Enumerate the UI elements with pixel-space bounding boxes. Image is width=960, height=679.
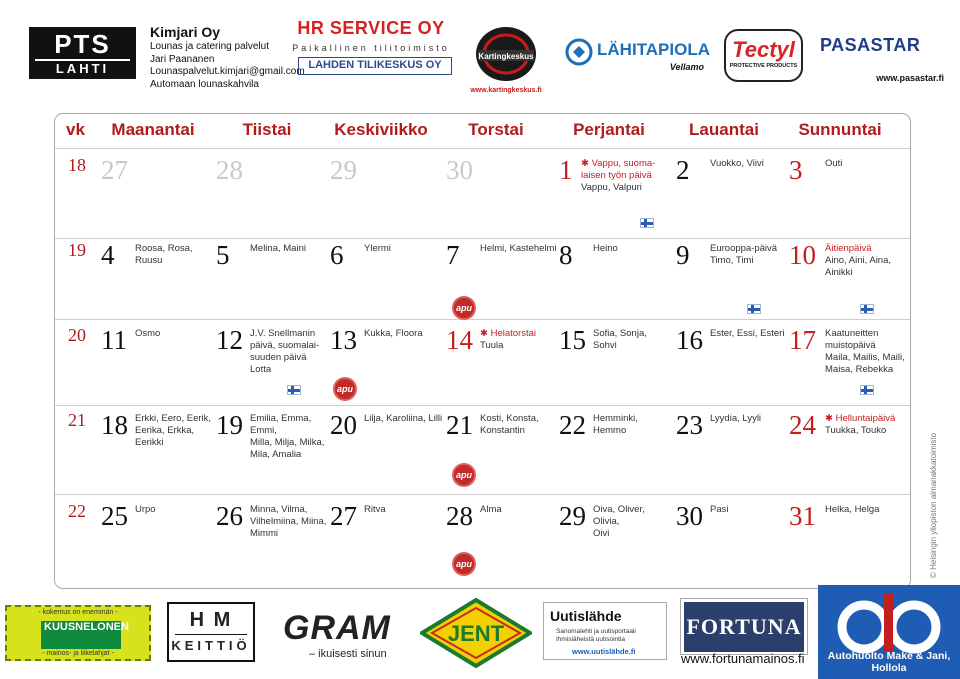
row-divider xyxy=(55,319,910,320)
hm-line1: H M xyxy=(189,609,233,631)
gram-name: GRAM xyxy=(283,609,391,647)
finnish-flag-icon xyxy=(860,385,874,395)
karting-url: www.kartingkeskus.fi xyxy=(470,87,542,94)
day-names: Roosa, Rosa, Ruusu xyxy=(135,243,193,266)
day-names: Helka, Helga xyxy=(825,504,880,515)
day-names: Eurooppa-päivä Timo, Timi xyxy=(710,243,778,266)
fortuna-logo xyxy=(680,598,808,655)
day-number: 22 xyxy=(559,410,586,440)
finnish-flag-icon xyxy=(640,218,654,228)
day-number: 13 xyxy=(330,325,357,355)
apu-lottery-icon: apu xyxy=(333,377,357,401)
hm-keittio-logo xyxy=(167,602,255,662)
pts-lahti-logo xyxy=(29,27,136,79)
day-names: Osmo xyxy=(135,328,161,339)
karting-name: Kartingkeskus xyxy=(478,52,534,61)
day-number: 14 xyxy=(446,325,473,355)
holiday-label: ✱ Helluntaipäivä xyxy=(825,413,896,424)
gram-logo xyxy=(283,611,408,661)
fortuna-url: www.fortunamainos.fi xyxy=(681,651,805,666)
day-names: Urpo xyxy=(135,504,156,515)
day-number: 25 xyxy=(101,501,128,531)
tectyl-sub: PROTECTIVE PRODUCTS xyxy=(729,63,798,69)
copyright-text: © Helsingin yliopiston almanakkatoimisto xyxy=(929,432,938,578)
day-names: Lyydia, Lyyli xyxy=(710,413,762,424)
day-number: 28 xyxy=(446,501,473,531)
jent-logo xyxy=(420,598,532,668)
day-names: Emilia, Emma, Emmi, Milla, Milja, Milka, Mila, Amalia xyxy=(250,413,325,460)
weekday-header: Sunnuntai xyxy=(798,120,882,139)
day-number: 2 xyxy=(676,155,690,185)
day-names: J.V. Snellmanin päivä, suomalai- suuden päivä Lotta xyxy=(250,328,320,375)
day-number: 26 xyxy=(216,501,243,531)
day-names: ✱ Vappu, suoma- laisen työn päivä Vappu, Valpuri xyxy=(581,158,656,193)
day-number: 30 xyxy=(676,501,703,531)
kuus-bottom-text: - mainos- ja liikelahjat - xyxy=(42,650,114,657)
day-number: 12 xyxy=(216,325,243,355)
day-number: 4 xyxy=(101,240,115,270)
day-names: Pasi xyxy=(710,504,729,515)
day-number: 16 xyxy=(676,325,703,355)
day-number: 31 xyxy=(789,501,816,531)
apu-lottery-icon: apu xyxy=(452,463,476,487)
day-names: Outi xyxy=(825,158,843,169)
jent-name: JENT xyxy=(447,621,505,646)
kimjari-line: Lounas ja catering palvelut xyxy=(150,41,269,52)
day-names: Hemminki, Hemmo xyxy=(593,413,638,436)
pasastar-logo xyxy=(820,35,955,85)
finnish-flag-icon xyxy=(287,385,301,395)
hr-title: HR SERVICE OY xyxy=(297,18,445,38)
day-number: 9 xyxy=(676,240,690,270)
day-number: 30 xyxy=(446,155,473,185)
row-divider xyxy=(55,148,910,149)
day-number: 7 xyxy=(446,240,460,270)
weekday-header: Tiistai xyxy=(242,120,292,139)
uutislahde-name: Uutislähde xyxy=(550,608,622,624)
top-sponsor-banner xyxy=(0,0,960,105)
day-number: 29 xyxy=(559,501,586,531)
hm-divider xyxy=(175,634,247,635)
kartingkeskus-logo xyxy=(466,24,546,94)
day-names: Vuokko, Viivi xyxy=(710,158,764,169)
tectyl-logo xyxy=(724,29,803,82)
row-divider xyxy=(55,494,910,495)
day-number: 27 xyxy=(101,155,128,185)
kuus-name: KUUSNELONEN xyxy=(41,621,121,649)
hr-service-logo xyxy=(290,18,452,98)
row-divider xyxy=(55,238,910,239)
day-names: Lilja, Karoliina, Lilli xyxy=(364,413,443,424)
kuus-top-text: - kokemus on enemmän - xyxy=(38,609,118,616)
day-names: Ylermi xyxy=(364,243,391,254)
pasastar-name: PASASTAR xyxy=(820,35,921,55)
uutislahde-logo xyxy=(543,602,667,660)
day-number: 20 xyxy=(330,410,357,440)
weekday-header: Maanantai xyxy=(111,120,195,139)
lahitapiola-emblem-icon xyxy=(565,38,593,66)
kimjari-line: Jari Paananen xyxy=(150,53,215,65)
holiday-label: ✱ Helatorstai xyxy=(480,328,537,339)
kimjari-line: Automaan lounaskahvila xyxy=(150,78,259,90)
day-number: 5 xyxy=(216,240,230,270)
day-names: Alma xyxy=(480,504,502,515)
day-names: Minna, Vilma, Vilhelmiina, Miina, Mimmi xyxy=(250,504,327,539)
day-names: Kukka, Floora xyxy=(364,328,423,339)
lahitapiola-logo xyxy=(565,34,710,74)
tectyl-name: Tectyl xyxy=(732,37,795,62)
day-names: Heino xyxy=(593,243,618,254)
kimjari-title: Kimjari Oy xyxy=(150,24,221,40)
day-number: 29 xyxy=(330,155,357,185)
day-number: 3 xyxy=(789,155,803,185)
apu-lottery-icon: apu xyxy=(452,296,476,320)
holiday-label: ✱ Vappu, suoma- laisen työn päivä xyxy=(581,158,656,181)
weekday-header: Lauantai xyxy=(689,120,759,139)
day-names: Melina, Maini xyxy=(250,243,306,254)
day-number: 6 xyxy=(330,240,344,270)
day-number: 19 xyxy=(216,410,243,440)
day-names: Helmi, Kastehelmi xyxy=(480,243,557,254)
apu-lottery-icon: apu xyxy=(452,552,476,576)
day-number: 18 xyxy=(101,410,128,440)
day-names: ✱ Helatorstai Tuula xyxy=(480,328,537,351)
day-number: 28 xyxy=(216,155,243,185)
ad-autohuolto-logo xyxy=(818,585,960,679)
day-number: 11 xyxy=(101,325,127,355)
day-number: 15 xyxy=(559,325,586,355)
hm-line2: KEITTIÖ xyxy=(171,638,251,653)
uutislahde-url: www.uutislähde.fi xyxy=(572,647,636,656)
day-number: 23 xyxy=(676,410,703,440)
hr-subtitle: Paikallinen tilitoimisto xyxy=(292,43,450,53)
day-number: 10 xyxy=(789,240,816,270)
pts-logo-line2: LAHTI xyxy=(35,59,130,77)
day-names: Äitienpäivä Aino, Aini, Aina, Ainikki xyxy=(825,243,892,278)
lahitapiola-sub: Vellamo xyxy=(669,62,704,72)
day-number: 21 xyxy=(446,410,473,440)
kimjari-line: Lounaspalvelut.kimjari@gmail.com xyxy=(150,66,305,77)
day-number: 27 xyxy=(330,501,357,531)
weekday-header: Torstai xyxy=(468,120,524,139)
gram-tagline: – ikuisesti sinun xyxy=(309,648,387,660)
lahitapiola-name: LÄHITAPIOLA xyxy=(597,40,711,59)
day-names: Kosti, Konsta, Konstantin xyxy=(480,413,539,436)
week-column-header: vk xyxy=(66,120,85,139)
week-number: 20 xyxy=(68,325,86,345)
week-number: 18 xyxy=(68,155,86,175)
day-number: 8 xyxy=(559,240,573,270)
jent-diamond-icon xyxy=(420,598,532,668)
week-number: 21 xyxy=(68,410,86,430)
day-names: Ritva xyxy=(364,504,386,515)
karting-helmet-icon xyxy=(466,24,546,86)
day-names: Erkki, Eero, Eerik, Eerika, Erkka, Eerikki xyxy=(135,413,212,448)
finnish-flag-icon xyxy=(860,304,874,314)
day-names: Sofia, Sonja, Sohvi xyxy=(593,328,647,351)
ad-emblem-icon xyxy=(818,585,960,659)
finnish-flag-icon xyxy=(747,304,761,314)
day-number: 1 xyxy=(559,155,573,185)
day-number: 24 xyxy=(789,410,816,440)
week-number: 22 xyxy=(68,501,86,521)
weekday-header: Perjantai xyxy=(573,120,645,139)
day-names: Kaatuneitten muistopäivä Maila, Mailis, Maili, Maisa, Rebekka xyxy=(825,328,905,375)
fortuna-name: FORTUNA xyxy=(684,602,804,652)
kimjari-ad xyxy=(150,24,305,91)
kuusnelonen-logo xyxy=(5,605,151,661)
pts-logo-line1: PTS xyxy=(54,29,111,59)
tilikeskus-logo: LAHDEN TILIKESKUS OY xyxy=(298,57,452,75)
day-names: Oiva, Oliver, Olivia, Oivi xyxy=(593,504,645,539)
pasastar-url: www.pasastar.fi xyxy=(876,73,944,83)
day-number: 17 xyxy=(789,325,816,355)
uutislahde-desc: Sanomalehti ja uutisportaali Ihmisläheistä uutisointia xyxy=(556,628,636,643)
week-number: 19 xyxy=(68,240,86,260)
holiday-label: Äitienpäivä xyxy=(825,243,872,254)
day-names: ✱ Helluntaipäivä Tuukka, Touko xyxy=(825,413,896,436)
weekday-header: Keskiviikko xyxy=(334,120,428,139)
row-divider xyxy=(55,405,910,406)
day-names: Ester, Essi, Esteri xyxy=(710,328,785,339)
ad-name: Autohuolto Make & Jani, Hollola xyxy=(827,650,951,674)
